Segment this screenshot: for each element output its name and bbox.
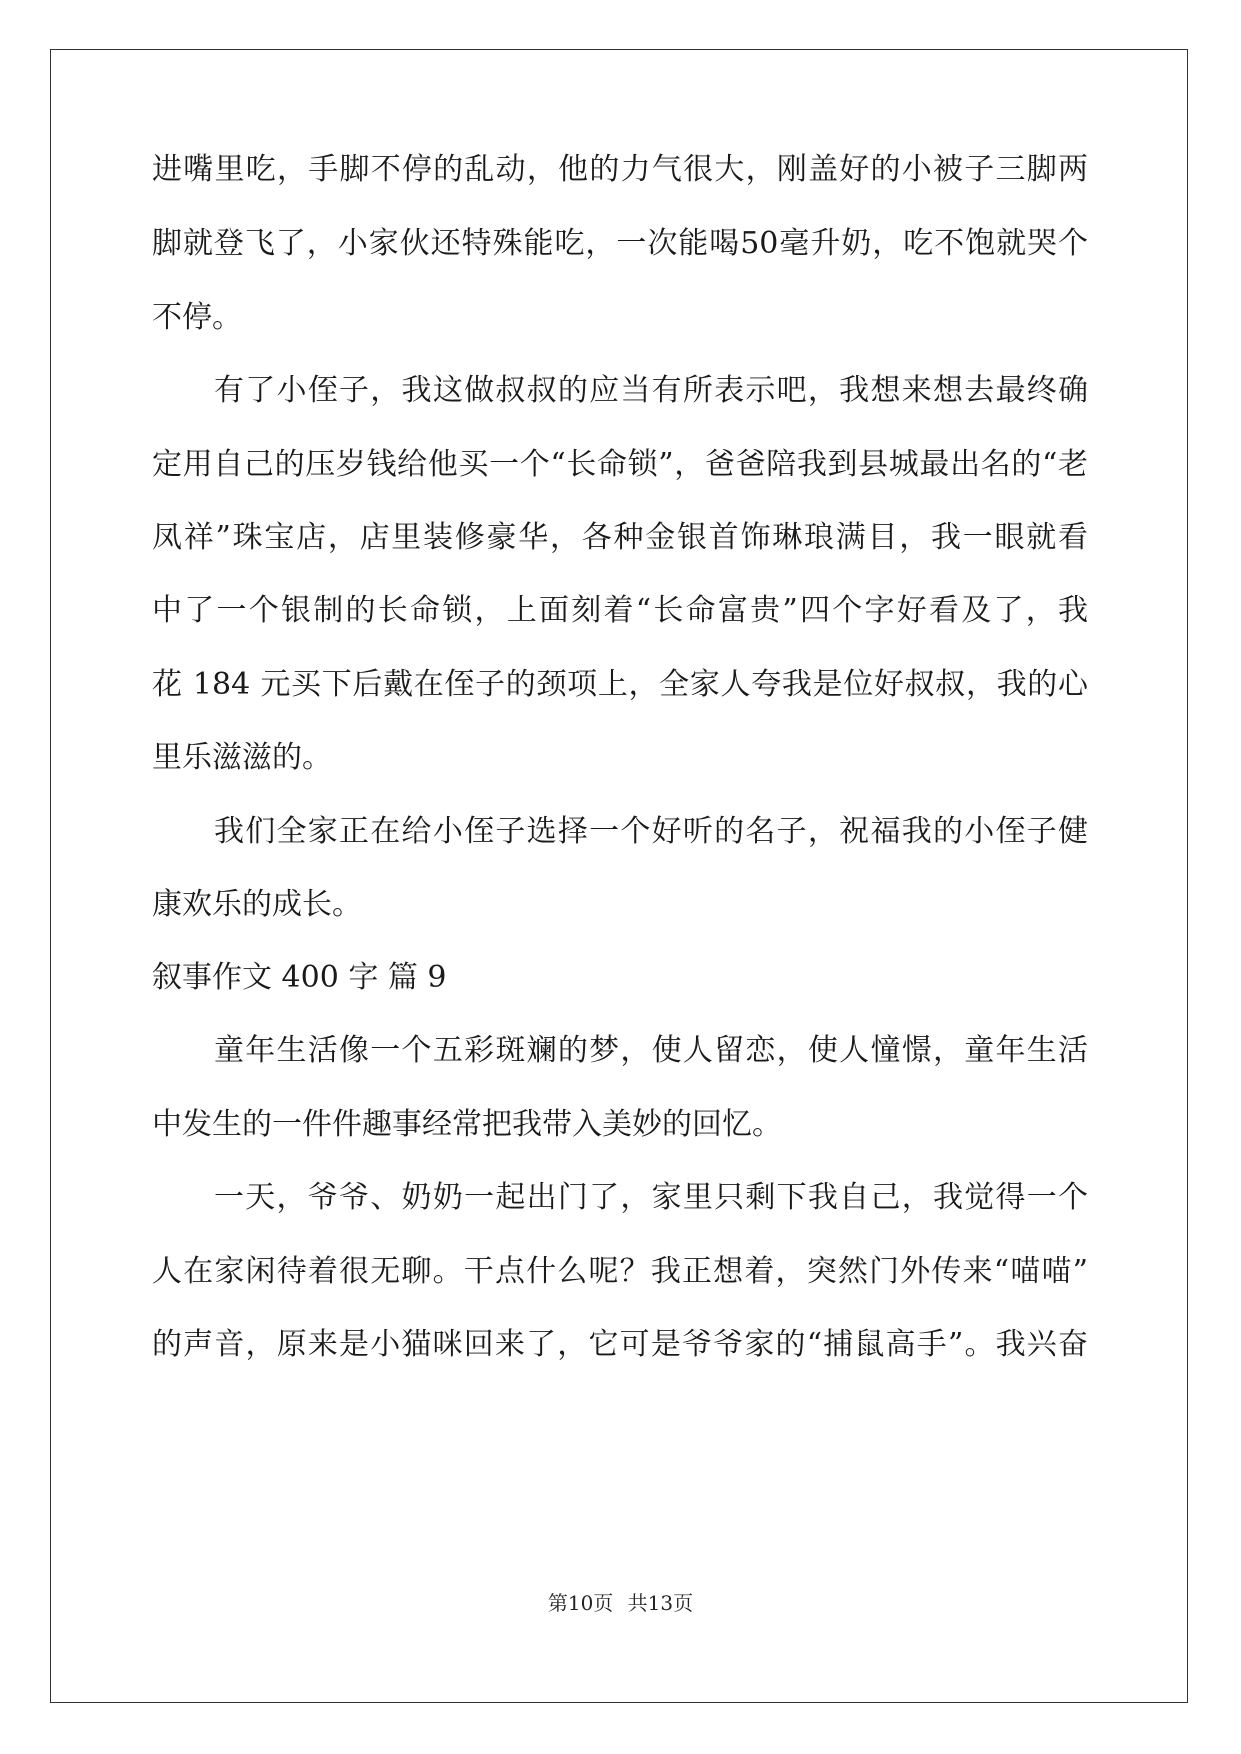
body-line: 里乐滋滋的。 [152,740,332,775]
body-line: 康欢乐的成长。 [152,887,362,922]
body-line: 不停。 [152,300,242,335]
section-heading: 叙事作文 400 字 篇 9 [152,960,447,995]
body-line: 花 184 元买下后戴在侄子的颈项上，全家人夸我是位好叔叔，我的心 [152,667,1088,702]
body-line: 中发生的一件件趣事经常把我带入美妙的回忆。 [152,1107,782,1142]
paragraph-first-line: 一天，爷爷、奶奶一起出门了，家里只剩下我自己，我觉得一个 [214,1180,1088,1215]
paragraph-first-line: 我们全家正在给小侄子选择一个好听的名子，祝福我的小侄子健 [214,814,1088,849]
body-line: 进嘴里吃，手脚不停的乱动，他的力气很大，刚盖好的小被子三脚两 [152,152,1088,187]
body-line: 凤祥”珠宝店，店里装修豪华，各种金银首饰琳琅满目，我一眼就看 [152,520,1088,555]
body-line: 人在家闲待着很无聊。干点什么呢？我正想着，突然门外传来“喵喵” [152,1254,1088,1289]
body-line: 定用自己的压岁钱给他买一个“长命锁”，爸爸陪我到县城最出名的“老 [152,447,1088,482]
page-footer [0,1589,1241,1617]
paragraph-first-line: 有了小侄子，我这做叔叔的应当有所表示吧，我想来想去最终确 [214,373,1088,408]
body-line: 脚就登飞了，小家伙还特殊能吃，一次能喝50毫升奶，吃不饱就哭个 [152,226,1088,261]
body-line: 中了一个银制的长命锁，上面刻着“长命富贵”四个字好看及了，我 [152,593,1088,628]
page-total: 共13页 [627,1591,694,1615]
paragraph-first-line: 童年生活像一个五彩斑斓的梦，使人留恋，使人憧憬，童年生活 [214,1033,1088,1068]
body-line: 的声音，原来是小猫咪回来了，它可是爷爷家的“捕鼠高手”。我兴奋 [152,1327,1088,1362]
page-number: 第10页 [547,1591,614,1615]
